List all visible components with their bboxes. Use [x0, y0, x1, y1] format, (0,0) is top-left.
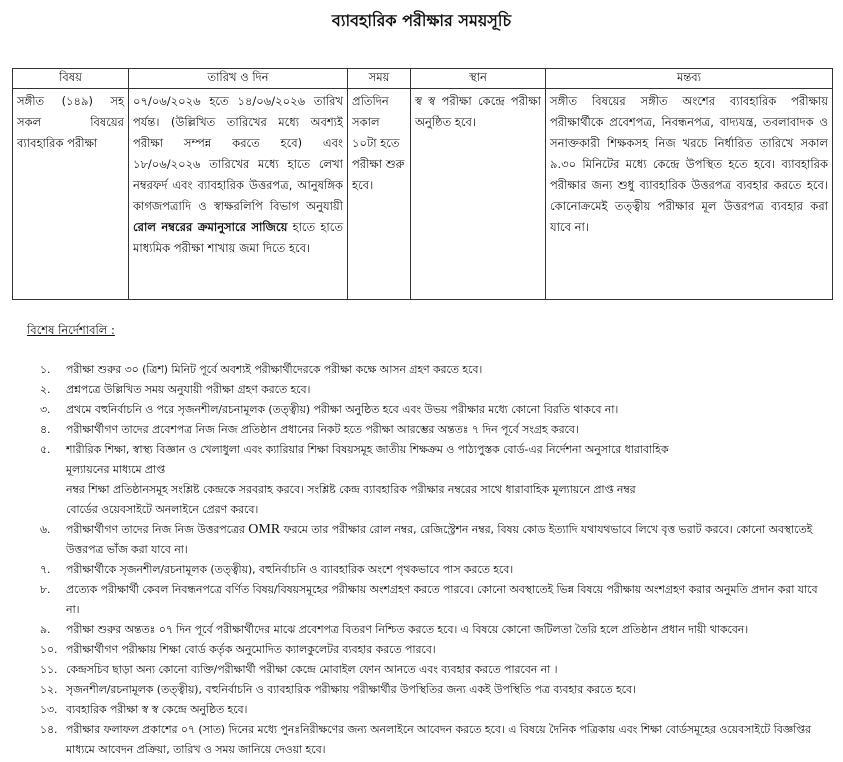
- list-item: ১০. পরীক্ষার্থীগণ পরীক্ষায় শিক্ষা বোর্ড কর্তৃক অনুমোদিত ক্যালকুলেটর ব্যবহার করতে পারবে।: [40, 643, 436, 656]
- list-item: ১৩. ব্যবহারিক পরীক্ষা স্ব স্ব কেন্দ্রে অনুষ্ঠিত হবে।: [40, 703, 248, 716]
- date-bold-text: রোল নম্বরের ক্রমানুসারে সাজিয়ে: [133, 220, 288, 234]
- list-item: ১. পরীক্ষা শুরুর ৩০ (ত্রিশ) মিনিট পূর্বে অবশ্যই পরীক্ষার্থীদেরকে পরীক্ষা কক্ষে আসন গ্রহণ করতে হবে।: [40, 363, 483, 376]
- list-item: ৪. পরীক্ষার্থীগণ তাদের প্রবেশপত্র নিজ নিজ প্রতিষ্ঠান প্রধানের নিকট হতে পরীক্ষা আরম্ভের অন্ততঃ ৭ দিন পূর্বে সংগ্রহ করবে।: [40, 423, 579, 436]
- header-date: তারিখ ও দিন: [129, 69, 348, 89]
- cell-place: স্ব স্ব পরীক্ষা কেন্দ্রে পরীক্ষা অনুষ্ঠিত হবে।: [411, 89, 546, 300]
- list-item: ১৪. পরীক্ষার ফলাফল প্রকাশের ০৭ (সাত) দিনের মধ্যে পুনঃনিরীক্ষণের জন্য অনলাইনে আবেদন করতে হবে। এ বিষয়ে দৈনিক পত্রিকায় এবং শিক্ষা বোর্ডসমূহের ওয়েবসাইটে বিজ্ঞপ্তির মাধ্যমে আবেদন প্রক্রিয়া, তারিখ ও সময় জানিয়ে দেওয়া হবে।: [40, 723, 811, 756]
- list-item: ৬. পরীক্ষার্থীগণ তাদের নিজ নিজ উত্তরপত্রের OMR ফরমে তার পরীক্ষার রোল নম্বর, রেজিস্ট্রেশন নম্বর, বিষয় কোড ইত্যাদি যথাযথভাবে লিখে বৃত্ত ভরাট করবে। কোনো অবস্থাতেই উত্তরপত্র ভাঁজ করা যাবে না।: [40, 522, 813, 556]
- date-text: ০৭/০৬/২০২৬ হতে ১৪/০৬/২০২৬ তারিখ পর্যন্ত। (উল্লিখিত তারিখের মধ্যে অবশ্যই পরীক্ষা সম্পন্ন করতে হবে) এবং ১৮/০৬/২০২৬ তারিখের মধ্যে হাতে লেখা নম্বরফর্দ এবং ব্যাবহারিক উত্তরপত্র, আনুষঙ্গিক কাগজপত্রাদি ও স্বাক্ষরলিপি বিভাগ অনুযায়ী: [133, 94, 343, 213]
- list-item: ১২. সৃজনশীল/রচনামূলক (তত্ত্বীয়), বহুনির্বাচনি ও ব্যাবহারিক পরীক্ষায় পরীক্ষার্থীর উপস্থিতির জন্য একই উপস্থিতি পত্র ব্যবহার করতে হবে।: [40, 683, 636, 696]
- list-item: ৫. শারীরিক শিক্ষা, স্বাস্থ্য বিজ্ঞান ও খেলাধুলা এবং ক্যারিয়ার শিক্ষা বিষয়সমূহ জাতীয় শিক্ষক্রম ও পাঠ্যপুস্তক বোর্ড-এর নির্দেশনা অনুসারে ধারাবাহিক মূল্যায়নের মাধ্যমে প্রাপ্ত নম্বর শিক্ষা প্রতিষ্ঠানসমূহ সংশ্লিষ্ট কেন্দ্রকে সরবরাহ করবে। সংশ্লিষ্ট কেন্দ্র ব্যাবহারিক পরীক্ষার নম্বরের সাথে ধারাবাহিক মূল্যায়নে প্রাপ্ত নম্বর বোর্ডের ওয়েবসাইটে অনলাইনে প্রেরণ করবে।: [40, 443, 669, 516]
- cell-date: [129, 89, 348, 300]
- instructions-heading: বিশেষ নির্দেশাবলি :: [27, 323, 115, 337]
- page-title: ব্যাবহারিক পরীক্ষার সময়সূচি: [331, 11, 512, 30]
- instructions-list: [0, 360, 830, 760]
- list-item: ৭. পরীক্ষার্থীকে সৃজনশীল/রচনামূলক (তত্ত্বীয়), বহুনির্বাচনি ও ব্যাবহারিক অংশে পৃথকভাবে পাস করতে হবে।: [40, 563, 514, 576]
- list-item: ১১. কেন্দ্রসচিব ছাড়া অন্য কোনো ব্যক্তি/পরীক্ষার্থী পরীক্ষা কেন্দ্রে মোবাইল ফোন আনতে এবং ব্যবহার করতে পারবেন না ।: [40, 663, 558, 676]
- omr-label: OMR: [248, 522, 281, 537]
- header-subject: বিষয়: [13, 69, 129, 89]
- header-time: সময়: [348, 69, 411, 89]
- list-item: ২. প্রশ্নপত্রে উল্লিখিত সময় অনুযায়ী পরীক্ষা গ্রহণ করতে হবে।: [40, 383, 311, 396]
- header-place: স্থান: [411, 69, 546, 89]
- list-item: ৮. প্রত্যেক পরীক্ষার্থী কেবল নিবন্ধনপত্রে বর্ণিত বিষয়/বিষয়সমূহের পরীক্ষায় অংশগ্রহণ করতে পারবে। কোনো অবস্থাতেই ভিন্ন বিষয়ে পরীক্ষায় অংশগ্রহণ করার অনুমতি প্রদান করা যাবে না।: [40, 583, 818, 616]
- cell-time: প্রতিদিন সকাল ১০টা হতে পরীক্ষা শুরু হবে।: [348, 89, 411, 300]
- header-remarks: মন্তব্য: [546, 69, 833, 89]
- list-item: ৯. পরীক্ষা শুরুর অন্ততঃ ০৭ দিন পূর্বে পরীক্ষার্থীদের মাঝে প্রবেশপত্র বিতরণ নিশ্চিত করতে হবে। এ বিষয়ে কোনো জটিলতা তৈরি হলে প্রতিষ্ঠান প্রধান দায়ী থাকবেন।: [40, 623, 749, 636]
- cell-subject: সঙ্গীত (১৪৯) সহ সকল বিষয়ের ব্যাবহারিক পরীক্ষা: [13, 89, 129, 300]
- date-text-end: হাতে হাতে মাধ্যমিক পরীক্ষা শাখায় জমা দিতে হবে।: [133, 220, 343, 255]
- schedule-table: [12, 68, 833, 300]
- list-item: ৩. প্রথমে বহুনির্বাচনি ও পরে সৃজনশীল/রচনামূলক (তত্ত্বীয়) পরীক্ষা অনুষ্ঠিত হবে এবং উভয় পরীক্ষার মধ্যে কোনো বিরতি থাকবে না।: [40, 403, 619, 416]
- table-header-row: [13, 69, 833, 89]
- table-row: [13, 89, 833, 300]
- cell-remarks: সঙ্গীত বিষয়ের সঙ্গীত অংশের ব্যাবহারিক পরীক্ষায় পরীক্ষার্থীকে প্রবেশপত্র, নিবন্ধনপত্র, বাদ্যযন্ত্র, তবলাবাদক ও সনাক্তকারী শিক্ষকসহ নিজ খরচে নির্ধারিত তারিখে সকাল ৯.৩০ মিনিটের মধ্যে কেন্দ্রে উপস্থিত হতে হবে। ব্যাবহারিক পরীক্ষার জন্য শুধু ব্যাবহারিক উত্তরপত্র ব্যবহার করতে হবে। কোনোক্রমেই তত্ত্বীয় পরীক্ষার মূল উত্তরপত্র ব্যবহার করা যাবে না।: [546, 89, 833, 300]
